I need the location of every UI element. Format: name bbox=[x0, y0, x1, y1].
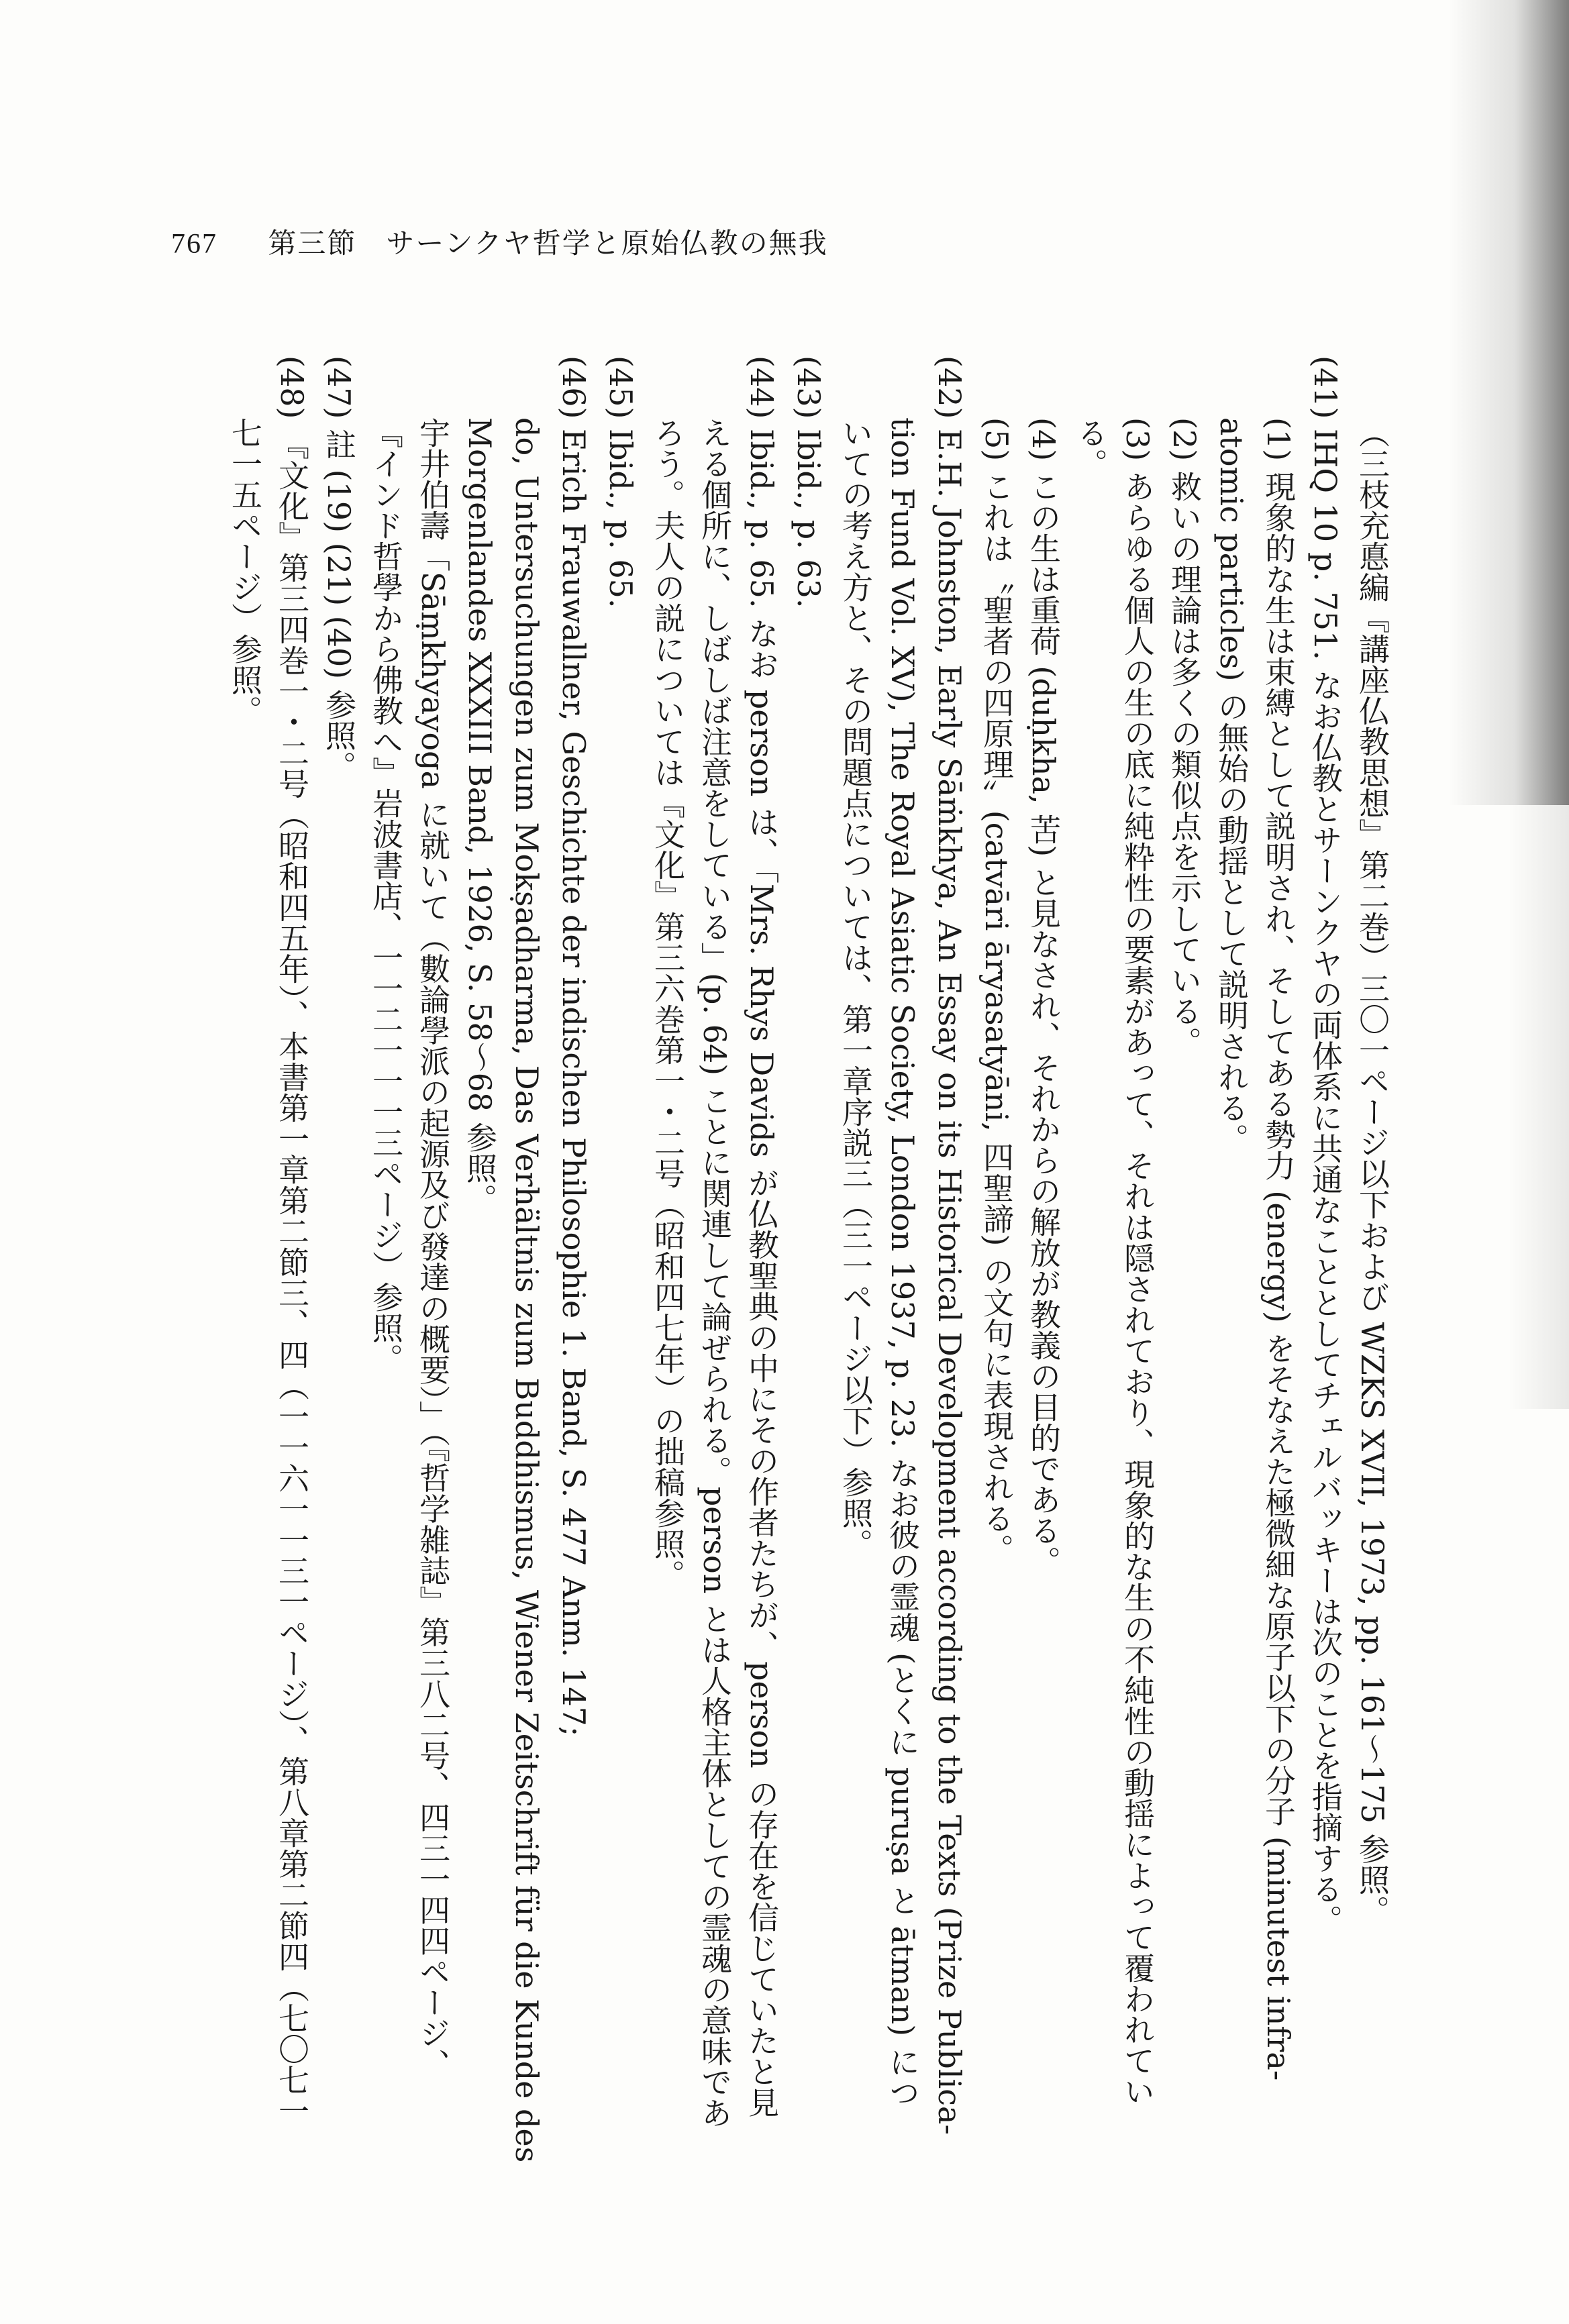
note-41-line: (41) IHQ 10 p. 751. なお仏教とサーンクヤの両体系に共通なこととしてチェルバッキーは次のことを指摘する。 bbox=[1307, 356, 1344, 1936]
note-47-line: (47) 註 (19) (21) (40) 参照。 bbox=[321, 356, 357, 782]
note-46-line: (46) Erich Frauwallner, Geschichte der indischen Philosophie 1. Band, S. 477 Anm. 147; bbox=[556, 356, 592, 1737]
running-header bbox=[171, 221, 828, 262]
note-48-line: (48) 『文化』第三四巻一・二号（昭和四五年）、本書第一章第二節三、四（一一六一一三一ページ）、第八章第二節四（七〇七一 bbox=[274, 356, 310, 2127]
chapter-section-title: 第三節 サーンクヤ哲学と原始仏教の無我 bbox=[268, 227, 828, 260]
vertical-notes-body bbox=[134, 356, 1396, 2163]
note-line: 『インド哲學から佛教へ』岩波書店、一一二一一一三ページ）参照。 bbox=[368, 417, 404, 1374]
note-line: (3) あらゆる個人の生の底に純粋性の要素があって、それは隠されており、現象的な生の不純性の動揺によって覆われてい bbox=[1119, 417, 1156, 2107]
note-line: 七一五ページ）参照。 bbox=[227, 417, 263, 726]
note-43-line: (43) Ibid., p. 63. bbox=[791, 356, 827, 609]
page-edge-shadow-lower bbox=[1509, 805, 1569, 1409]
note-line: do, Untersuchungen zum Mokṣadharma, Das Verhältnis zum Buddhismus, Wiener Zeitschrift für die Kunde des bbox=[509, 417, 545, 2163]
note-line: る。 bbox=[1072, 417, 1109, 479]
note-line: 宇井伯壽「Sāṃkhyayoga に就いて（數論學派の起源及び發達の概要）」（『哲学雑誌』第三八二号、四三一四四ページ、 bbox=[415, 417, 451, 2080]
note-42-line: (42) E.H. Johnston, Early Sāṁkhya, An Essay on its Historical Development according to the Texts (Prize Publica- bbox=[931, 356, 968, 2135]
note-line: tion Fund Vol. XV), The Royal Asiatic Society, London 1937, p. 23. なお彼の霊魂 (とくに puruṣa と ātman) につ bbox=[884, 417, 921, 2108]
note-line: （三枝充悳編『講座仏教思想』第二巻）三〇一ページ以下および WZKS XVII, 1973, pp. 161〜175 参照。 bbox=[1354, 417, 1390, 1926]
note-line: いての考え方と、その問題点については、第一章序説三（三一ページ以下）参照。 bbox=[838, 417, 874, 1559]
page-number: 767 bbox=[171, 229, 217, 260]
note-line: ろう。夫人の説については『文化』第三六巻第一・二号（昭和四七年）の拙稿参照。 bbox=[650, 417, 686, 1590]
note-line: (1) 現象的な生は束縛として説明され、そしてある勢力 (energy) をそなえた極微細な原子以下の分子 (minutest infra- bbox=[1260, 417, 1297, 2081]
note-line: atomic particles) の無始の動揺として説明される。 bbox=[1213, 417, 1250, 1155]
note-line: (5) これは〝聖者の四原理〟(catvāri āryasatyāni, 四聖諦) の文句に表現される。 bbox=[978, 417, 1015, 1565]
note-44-line: (44) Ibid., p. 65. なお person は、「Mrs. Rhys Davids が仏教聖典の中にその作者たちが、person の存在を信じていたと見 bbox=[744, 356, 780, 2118]
note-line: (2) 救いの理論は多くの類似点を示している。 bbox=[1166, 417, 1203, 1057]
note-45-line: (45) Ibid., p. 65. bbox=[603, 356, 639, 609]
notes-text-area bbox=[134, 356, 1396, 2163]
note-line: Morgenlandes XXXIII Band, 1926, S. 58〜68 参照。 bbox=[462, 417, 498, 1214]
note-line: える個所に、しばしば注意をしている」(p. 64) ことに関連して論ぜられる。person とは人格主体としての霊魂の意味であ bbox=[697, 417, 733, 2128]
note-line: (4) この生は重荷 (duḥkha, 苦) と見なされ、それからの解放が教義の目的である。 bbox=[1025, 417, 1062, 1577]
page-edge-shadow bbox=[1448, 0, 1569, 805]
